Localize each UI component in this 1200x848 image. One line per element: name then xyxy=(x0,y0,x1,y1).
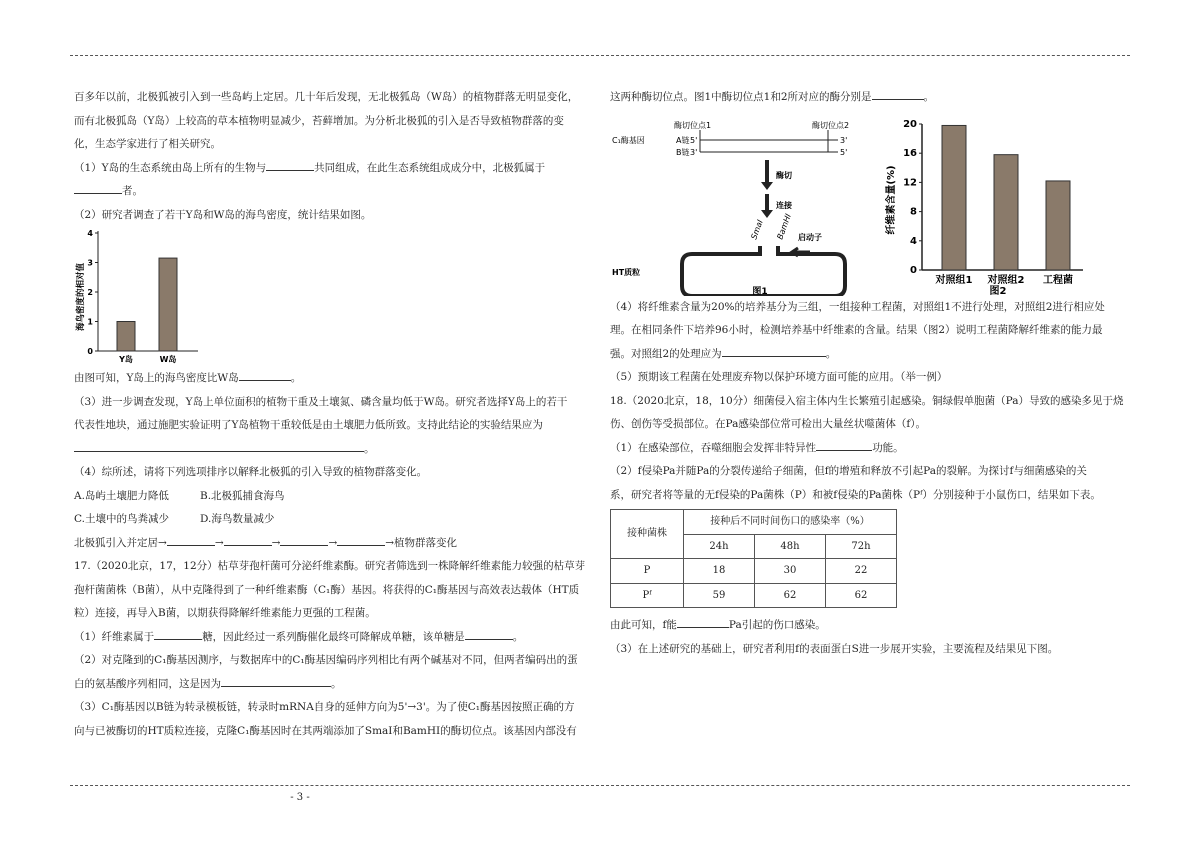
y-tick-label: 3 xyxy=(87,258,93,268)
question-text: 白的氨基酸序列相同，这是因为 xyxy=(74,677,221,690)
seabird-chart xyxy=(74,227,594,367)
table-cell: 18 xyxy=(684,559,755,584)
promoter-label: 启动子 xyxy=(798,232,822,242)
three-prime: 3' xyxy=(690,147,698,157)
y-tick-label: 0 xyxy=(910,264,917,276)
table-cell: 22 xyxy=(826,559,897,584)
answer-blank[interactable] xyxy=(677,626,729,628)
y-tick-label: 16 xyxy=(903,147,917,159)
sequence-arrow: → xyxy=(214,536,224,549)
table-header: 48h xyxy=(755,534,826,559)
question-17: 17.（2020北京，17，12分）枯草芽孢杆菌可分泌纤维素酶。研究者筛选到一株降解纤维素能力较强的枯草芽 xyxy=(74,560,586,572)
question-2-answer xyxy=(74,367,594,391)
category-label: 对照组1 xyxy=(935,274,973,286)
question-18-2-answer xyxy=(610,614,1130,638)
top-rule xyxy=(70,55,1130,56)
bam-label: BamHⅠ xyxy=(775,212,793,241)
question-text: 。 xyxy=(290,372,302,384)
category-label: 对照组2 xyxy=(987,274,1025,286)
question-text: 糖，因此经过一系列酶催化最终可降解成单糖，该单糖是 xyxy=(202,630,465,643)
question-text: 。 xyxy=(364,442,375,455)
sequence-arrow: → xyxy=(328,536,338,549)
table-header: 72h xyxy=(826,534,897,559)
question-text: 由此可知，f能 xyxy=(610,619,677,631)
five-prime: 5' xyxy=(840,147,848,157)
right-column xyxy=(610,86,1130,661)
question-text: 这两种酶切位点。图1中酶切位点1和2所对应的酶分别是 xyxy=(610,91,872,103)
y-tick-label: 0 xyxy=(87,347,93,356)
question-text: （1）纤维素属于 xyxy=(74,630,155,643)
answer-blank[interactable] xyxy=(872,98,924,100)
question-18: 伤、创伤等受损部位。在Pa感染部位常可检出大量丝状噬菌体（f）。 xyxy=(610,418,926,430)
question-text: 。 xyxy=(825,347,837,360)
answer-blank[interactable] xyxy=(816,449,872,451)
answer-blank[interactable] xyxy=(337,544,385,546)
intro-line: 而有北极狐岛（Y岛）上较高的草本植物明显减少，苔藓增加。为分析北极狐的引入是否导致植物群落的变 xyxy=(74,114,564,127)
question-text: 。 xyxy=(331,677,342,690)
question-17: 粒）连接，再导入B菌，以期获得降解纤维素能力更强的工程菌。 xyxy=(74,607,376,619)
category-label: Y岛 xyxy=(119,355,133,364)
question-18-1 xyxy=(610,437,1130,461)
figure-caption: 图1 xyxy=(752,286,768,296)
table-header: 接种后不同时间伤口的感染率（%） xyxy=(684,510,897,535)
question-text: 强。对照组2的处理应为 xyxy=(610,347,722,360)
y-tick-label: 8 xyxy=(910,206,917,218)
question-17-3-cont xyxy=(610,86,1130,110)
bar xyxy=(1046,180,1070,269)
question-4-r: （4）将纤维素含量为20%的培养基分为三组，一组接种工程菌，对照组1不进行处理，对照组2进行相应处 xyxy=(610,300,1105,313)
table-row xyxy=(611,559,897,584)
question-text: 共同组成，在此生态系统组成成分中，北极狐属于 xyxy=(314,161,546,174)
sequence-end: →植物群落变化 xyxy=(385,536,458,549)
answer-blank[interactable] xyxy=(266,169,314,171)
options-row xyxy=(74,508,594,532)
question-4-r: 理。在相同条件下培养96小时，检测培养基中纤维素的含量。结果（图2）说明工程菌降解纤维素的能力最 xyxy=(610,324,1103,336)
question-text: Pa引起的伤口感染。 xyxy=(728,619,826,631)
y-tick-label: 1 xyxy=(87,317,93,327)
five-prime: 5' xyxy=(690,135,698,145)
question-17-1 xyxy=(74,626,594,650)
plasmid-diagram xyxy=(610,110,875,296)
y-tick-label: 12 xyxy=(903,176,917,188)
question-text: 者。 xyxy=(122,185,143,197)
question-4: （4）综所述，请将下列选项排序以解释北极狐的引入导致的植物群落变化。 xyxy=(74,466,428,478)
sequence-row xyxy=(74,532,594,556)
question-17-2-cont xyxy=(74,673,594,697)
page-number: - 3 - xyxy=(290,792,310,803)
bottom-rule xyxy=(70,785,1130,786)
table-cell: 30 xyxy=(755,559,826,584)
table-cell: 59 xyxy=(684,583,755,608)
answer-blank[interactable] xyxy=(722,355,826,357)
option-a: A.岛屿土壤肥力降低 xyxy=(74,489,169,502)
plasmid-label: HT质粒 xyxy=(612,267,641,277)
option-b: B.北极狐捕食海鸟 xyxy=(200,489,285,502)
question-text: 功能。 xyxy=(872,441,904,454)
down-arrow-icon xyxy=(761,194,773,218)
question-2: （2）研究者调查了若干Y岛和W岛的海鸟密度，统计结果如图。 xyxy=(74,208,372,221)
answer-blank[interactable] xyxy=(74,192,122,194)
table-header: 接种菌株 xyxy=(611,510,684,559)
question-17: 孢杆菌菌株（B菌），从中克隆得到了一种纤维素酶（C₁酶）基因。将获得的C₁酶基因与高效表达载体（HT质 xyxy=(74,583,580,596)
three-prime: 3' xyxy=(840,135,848,145)
sequence-start: 北极狐引入并定居→ xyxy=(74,536,167,549)
question-17-2: （2）对克隆到的C₁酶基因测序，与数据库中的C₁酶基因编码序列相比有两个碱基对不同，但两者编码出的蛋 xyxy=(74,654,578,666)
question-text: （1）在感染部位，吞噬细胞会发挥非特异性 xyxy=(610,441,817,454)
question-text: 。 xyxy=(923,91,935,103)
question-18-2: （2）f侵染Pa并随Pa的分裂传递给子细菌，但f的增殖和释放不引起Pa的裂解。为探讨f与细菌感染的关 xyxy=(610,465,1087,477)
chart-ylabel: 海鸟密度的相对值 xyxy=(76,262,86,332)
bar xyxy=(994,154,1018,269)
question-5: （5）预期该工程菌在处理废弃物以保护环境方面可能的应用。（举一例） xyxy=(610,371,948,383)
question-18-2: 系，研究者将等量的无f侵染的Pa菌株（P）和被f侵染的Pa菌株（Pᶠ）分别接种于小鼠伤口，结果如下表。 xyxy=(610,488,1101,501)
down-arrow-icon xyxy=(761,160,773,190)
table-header: 24h xyxy=(684,534,755,559)
bar xyxy=(942,125,966,270)
site2-label: 酶切位点2 xyxy=(812,120,850,130)
answer-blank[interactable] xyxy=(224,544,272,546)
option-d: D.海鸟数量减少 xyxy=(200,513,275,525)
chain-a-label: A链 xyxy=(676,135,690,145)
answer-blank[interactable] xyxy=(167,544,215,546)
category-label: W岛 xyxy=(159,355,177,364)
answer-blank[interactable] xyxy=(465,638,513,640)
chain-b-label: B链 xyxy=(676,147,690,157)
table-row xyxy=(611,583,897,608)
figures-row xyxy=(610,110,1130,296)
answer-blank[interactable] xyxy=(74,450,364,452)
y-tick-label: 20 xyxy=(903,118,917,130)
question-17-3: （3）C₁酶基因以B链为转录模板链，转录时mRNA自身的延伸方向为5'→3'。为了使C₁酶基因按照正确的方 xyxy=(74,701,575,713)
seabird-density-chart xyxy=(74,227,214,367)
question-text: 由图可知，Y岛上的海鸟密度比W岛 xyxy=(74,372,239,384)
table-cell: P xyxy=(611,559,684,584)
options-row xyxy=(74,485,594,509)
question-text: 。 xyxy=(512,630,524,643)
y-tick-label: 4 xyxy=(87,229,93,238)
y-tick-label: 4 xyxy=(910,235,917,247)
question-3: （3）进一步调查发现，Y岛上单位面积的植物干重及土壤氮、磷含量均低于W岛。研究者选择Y岛上的若干 xyxy=(74,395,568,408)
left-column xyxy=(74,86,594,743)
question-text: （1）Y岛的生态系统由岛上所有的生物与 xyxy=(74,161,267,174)
sequence-arrow: → xyxy=(271,536,281,549)
site1-label: 酶切位点1 xyxy=(674,120,712,130)
table-row xyxy=(611,510,897,535)
bar xyxy=(117,322,135,352)
chart-ylabel: 纤维素含量(%) xyxy=(886,164,897,235)
option-c: C.土壤中的鸟粪减少 xyxy=(74,513,169,525)
intro-line: 百多年以前，北极狐被引入到一些岛屿上定居。几十年后发现，无北极狐岛（W岛）的植物群落无明显变化， xyxy=(74,91,579,103)
sma-label: SmaⅠ xyxy=(749,218,765,241)
question-18-3: （3）在上述研究的基础上，研究者利用f的表面蛋白S进一步展开实验，主要流程及结果见下图。 xyxy=(610,642,1059,655)
question-1-cont xyxy=(74,180,594,204)
question-3-answer xyxy=(74,438,594,462)
figure-caption: 图2 xyxy=(989,285,1007,296)
table-cell: Pᶠ xyxy=(611,583,684,608)
answer-blank[interactable] xyxy=(221,685,331,687)
cut-label: 酶切 xyxy=(776,170,792,180)
question-4-r-cont xyxy=(610,343,1130,367)
infection-table xyxy=(610,509,897,608)
y-tick-label: 2 xyxy=(87,288,93,297)
cellulose-chart xyxy=(878,110,1128,296)
question-3: 代表性地块，通过施肥实验证明了Y岛植物干重较低是由土壤肥力低所致。支持此结论的实验结果应为 xyxy=(74,419,543,431)
answer-blank[interactable] xyxy=(280,544,328,546)
intro-line: 化，生态学家进行了相关研究。 xyxy=(74,138,221,150)
answer-blank[interactable] xyxy=(154,638,202,640)
table-cell: 62 xyxy=(755,583,826,608)
question-17-3: 向与已被酶切的HT质粒连接，克隆C₁酶基因时在其两端添加了SmaⅠ和BamHⅠ的酶切位点。该基因内部没有 xyxy=(74,724,577,737)
category-label: 工程菌 xyxy=(1043,274,1073,286)
question-1 xyxy=(74,157,594,181)
gene-label: C₁酶基因 xyxy=(612,135,645,145)
question-18: 18.（2020北京，18，10分）细菌侵入宿主体内生长繁殖引起感染。铜绿假单胞菌（Pa）导致的感染多见于烧 xyxy=(610,394,1124,407)
answer-blank[interactable] xyxy=(239,379,291,381)
table-cell: 62 xyxy=(826,583,897,608)
bar xyxy=(159,258,177,351)
ligate-label: 连接 xyxy=(776,200,792,210)
